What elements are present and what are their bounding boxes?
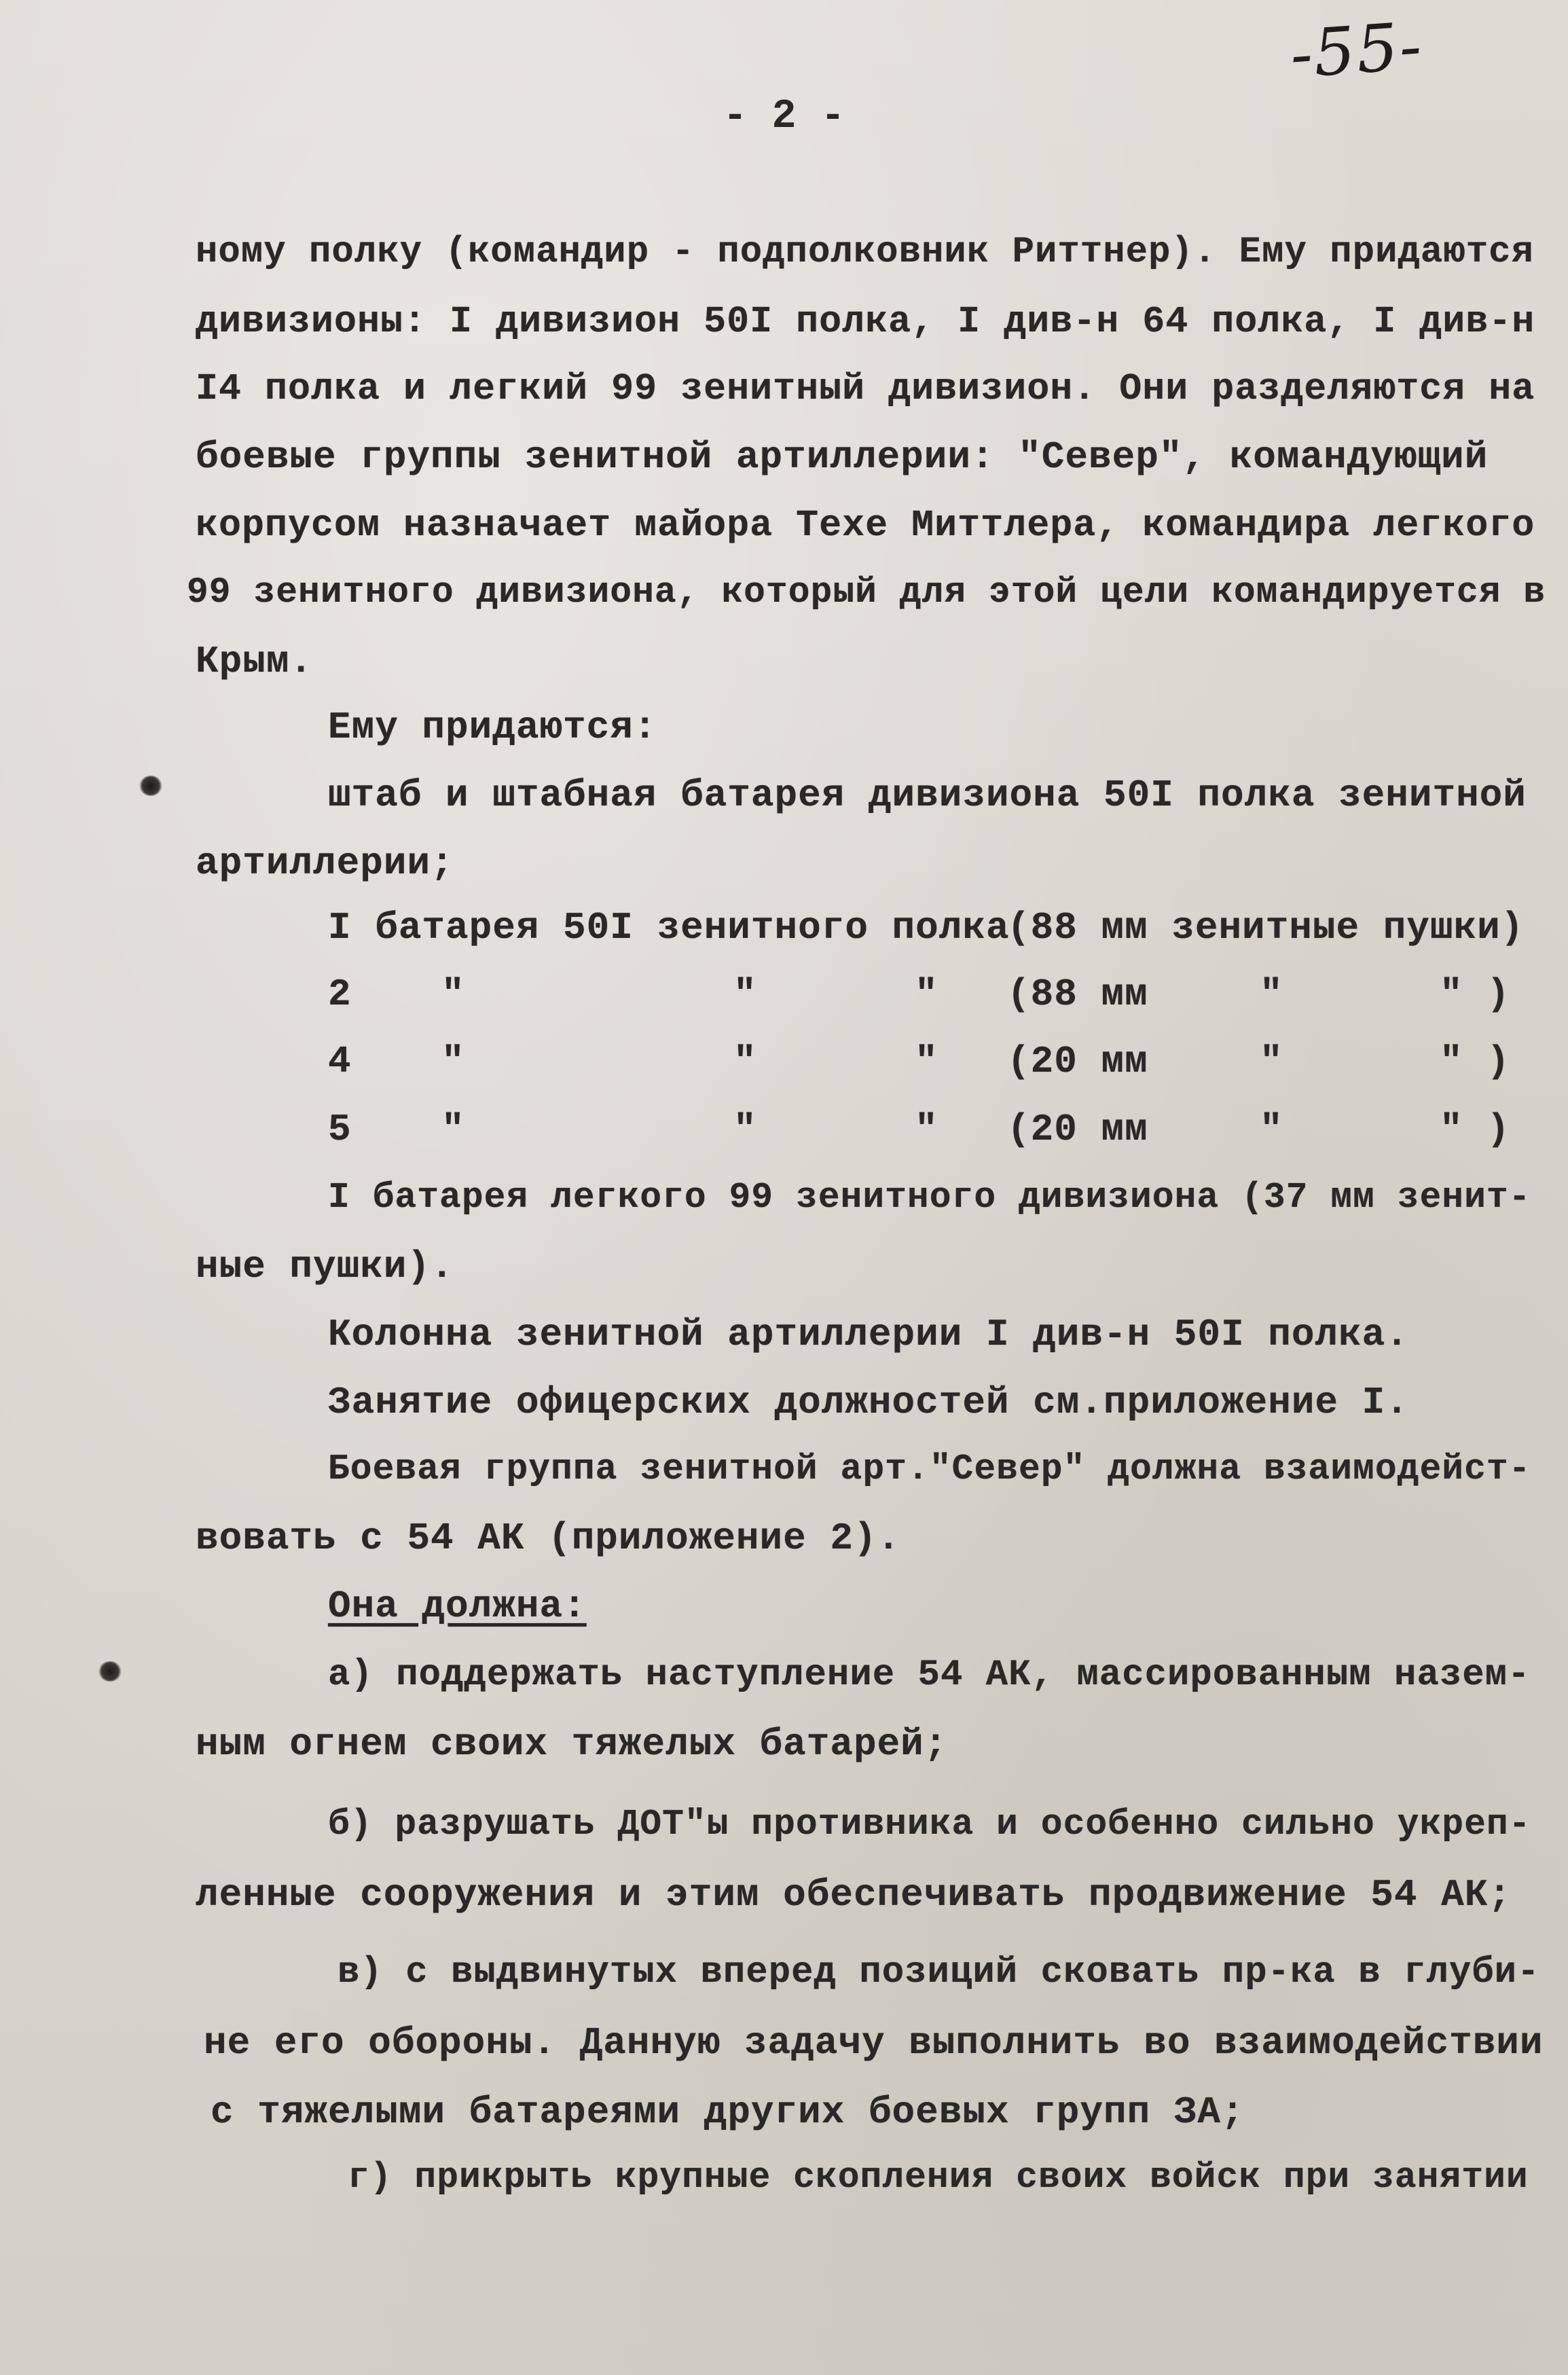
punch-hole <box>98 1661 122 1682</box>
battery-row-4-detail: (20 мм <box>1007 1108 1148 1151</box>
ditto-mark: " <box>1260 1040 1283 1083</box>
text-line: Колонна зенитной артиллерии I див-н 50I полка. <box>328 1313 1409 1356</box>
text-line: Занятие офицерских должностей см.приложение I. <box>328 1381 1409 1424</box>
list-item-g: г) прикрыть крупные скопления своих войск при занятии <box>348 2157 1529 2198</box>
ditto-mark: " <box>1260 1108 1283 1151</box>
ditto-mark: " <box>733 973 757 1016</box>
archive-page-number: -55- <box>1288 7 1425 93</box>
page-number: - 2 - <box>723 94 845 140</box>
battery-row-1-detail: (88 мм зенитные пушки) <box>1007 906 1525 949</box>
text-line: ным огнем своих тяжелых батарей; <box>196 1722 948 1766</box>
list-item-b: б) разрушать ДОТ"ы противника и особенно сильно укреп- <box>328 1804 1531 1845</box>
ditto-mark: " <box>915 1040 938 1083</box>
text-line: I4 полка и легкий 99 зенитный дивизион. Они разделяются на <box>196 367 1535 410</box>
text-line: дивизионы: I дивизион 50I полка, I див-н 64 полка, I див-н <box>196 300 1535 343</box>
list-item-a: а) поддержать наступление 54 АК, массированным назем- <box>328 1654 1531 1696</box>
ditto-mark: " <box>733 1108 757 1151</box>
ditto-mark-close: " ) <box>1440 1108 1510 1151</box>
text-line: ные пушки). <box>196 1245 454 1288</box>
battery-row-2-detail: (88 мм <box>1007 973 1148 1016</box>
punch-hole <box>139 776 162 796</box>
text-line: ному полку (командир - подполковник Риттнер). Ему придаются <box>196 232 1534 273</box>
ditto-mark-close: " ) <box>1440 973 1510 1016</box>
ditto-mark: " <box>1260 973 1283 1016</box>
battery-row-4-num: 5 <box>328 1108 352 1151</box>
text-line: корпусом назначает майора Техе Миттлера, командира легкого <box>196 504 1535 547</box>
list-item-v: в) с выдвинутых вперед позиций сковать пр-ка в глуби- <box>338 1952 1540 1993</box>
text-line: артиллерии; <box>196 841 454 885</box>
ditto-mark: " <box>441 1040 465 1083</box>
text-line: I батарея легкого 99 зенитного дивизиона (37 мм зенит- <box>328 1177 1531 1218</box>
text-line: Ему придаются: <box>328 706 657 749</box>
battery-row-2-num: 2 <box>328 973 352 1016</box>
ditto-mark: " <box>441 1108 465 1151</box>
ditto-mark-close: " ) <box>1440 1040 1510 1083</box>
text-line: 99 зенитного дивизиона, который для этой цели командируется в <box>187 572 1546 613</box>
text-line: Крым. <box>196 640 314 683</box>
text-line: ленные сооружения и этим обеспечивать продвижение 54 АК; <box>196 1873 1512 1917</box>
ditto-mark: " <box>733 1040 757 1083</box>
battery-row-3-num: 4 <box>328 1040 352 1083</box>
text-line: с тяжелыми батареями других боевых групп ЗА; <box>211 2090 1245 2134</box>
text-line: штаб и штабная батарея дивизиона 50I полка зенитной <box>328 774 1527 817</box>
text-line: Боевая группа зенитной арт."Север" должна взаимодейст- <box>328 1449 1531 1489</box>
text-line: боевые группы зенитной артиллерии: "Север", командующий <box>196 435 1489 479</box>
underlined-heading: Она должна: <box>328 1584 587 1628</box>
ditto-mark: " <box>441 973 465 1016</box>
text-line: вовать с 54 АК (приложение 2). <box>196 1517 901 1560</box>
battery-row-1: I батарея 50I зенитного полка <box>328 906 1010 949</box>
ditto-mark: " <box>915 973 938 1016</box>
battery-row-3-detail: (20 мм <box>1007 1040 1148 1083</box>
ditto-mark: " <box>915 1108 938 1151</box>
text-line: не его обороны. Данную задачу выполнить во взаимодействии <box>204 2021 1544 2065</box>
